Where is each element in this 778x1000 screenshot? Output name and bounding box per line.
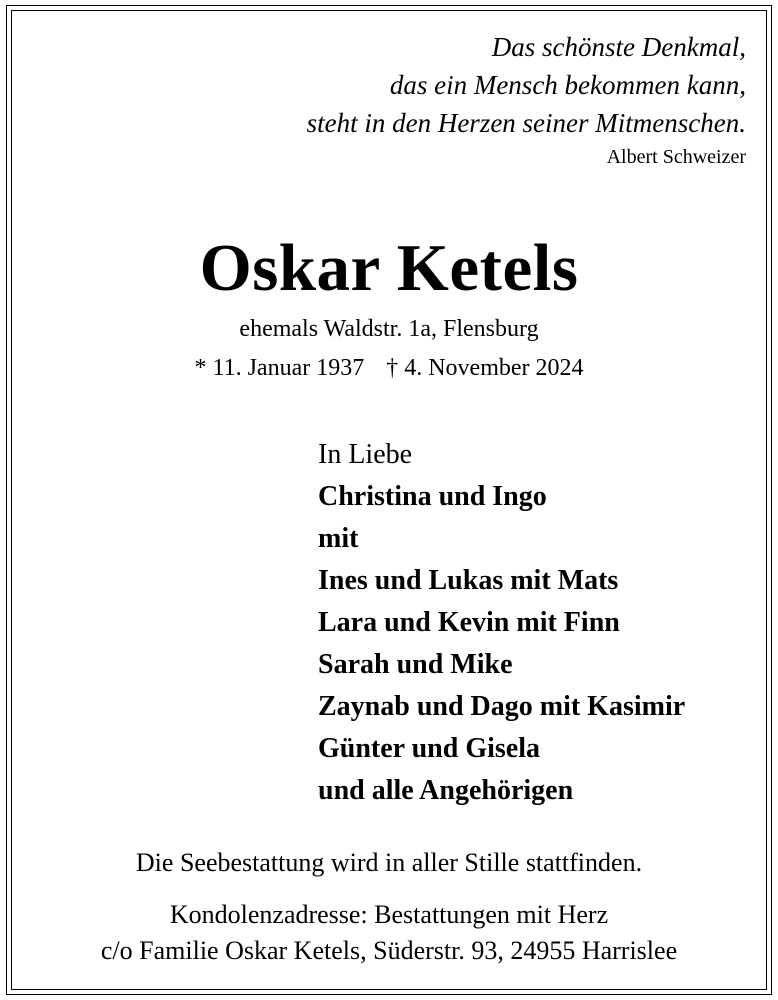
deceased-name: Oskar Ketels <box>199 231 579 305</box>
mourner-line: Zaynab und Dago mit Kasimir <box>318 691 686 722</box>
mourner-line: Christina und Ingo <box>318 481 547 512</box>
mourner-line: Sarah und Mike <box>318 649 513 680</box>
death-date: † 4. November 2024 <box>386 355 584 381</box>
life-dates <box>0 352 778 384</box>
mourner-line: Ines und Lukas mit Mats <box>318 565 619 596</box>
mourner-line: und alle Angehörigen <box>318 775 574 806</box>
contact-line-2: c/o Familie Oskar Ketels, Süderstr. 93, 24955 Harrislee <box>100 936 678 965</box>
mourner-line: mit <box>318 523 359 554</box>
contact-line-1: Kondolenzadresse: Bestattungen mit Herz <box>169 900 609 929</box>
funeral-note: Die Seebestattung wird in aller Stille stattfinden. <box>135 848 643 877</box>
quote-line-3: steht in den Herzen seiner Mitmenschen. <box>306 108 746 138</box>
mourners-intro: In Liebe <box>318 439 413 470</box>
mourner-line: Günter und Gisela <box>318 733 540 764</box>
quote-author: Albert Schweizer <box>606 146 746 168</box>
quote-line-2: das ein Mensch bekommen kann, <box>389 70 746 100</box>
quote-line-1: Das schönste Denkmal, <box>491 32 746 62</box>
deceased-address: ehemals Waldstr. 1a, Flensburg <box>239 316 539 342</box>
birth-date: * 11. Januar 1937 <box>194 355 365 381</box>
mourner-line: Lara und Kevin mit Finn <box>318 607 620 638</box>
